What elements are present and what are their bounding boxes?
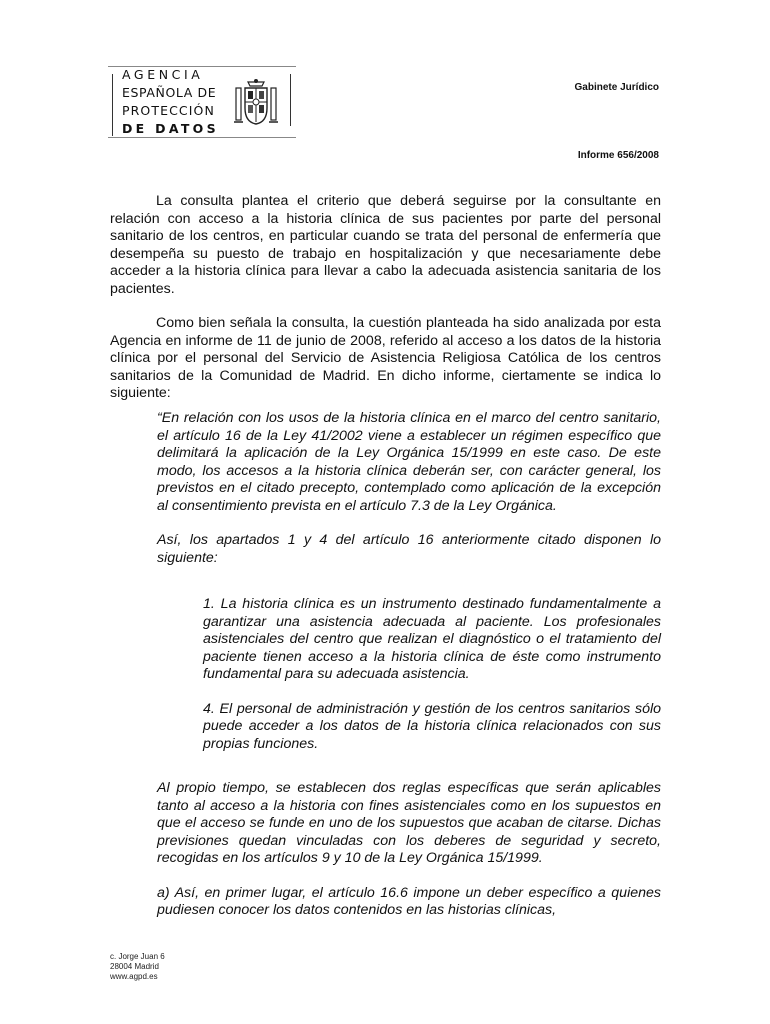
- footer-address: [110, 952, 165, 982]
- body-section: [110, 193, 661, 420]
- logo-line-3: PROTECCIÓN: [122, 103, 215, 118]
- footer-street: c. Jorge Juan 6: [110, 952, 165, 961]
- logo-left-rule: [112, 74, 113, 136]
- quotation-block-1: [157, 410, 661, 584]
- coat-of-arms-icon: [234, 78, 278, 128]
- quote-paragraph-3: Al propio tiempo, se establecen dos reglas específicas que serán aplicables tanto al acceso a la historia con fines asistenciales como en los supuestos en que el acceso se funde en uno de los supuestos que acaban de citarse. Dichas previsiones quedan vinculadas con los deberes de seguridad y secreto, recogidas en los artículos 9 y 10 de la Ley Orgánica 15/1999.: [157, 780, 661, 866]
- quote-paragraph-1: “En relación con los usos de la historia clínica en el marco del centro sanitario, el artículo 16 de la Ley 41/2002 viene a establecer un régimen específico que delimitará la aplicación de la Ley Orgánica 15/1999 en este caso. De este modo, los accesos a la historia clínica deberán ser, con carácter general, los previstos en el citado precepto, contemplado como aplicación de la excepción al consentimiento prevista en el artículo 7.3 de la Ley Orgánica.: [157, 410, 661, 514]
- article-item-4: 4. El personal de administración y gestión de los centros sanitarios sólo puede acceder a los datos de la historia clínica relacionados con sus propias funciones.: [203, 700, 661, 752]
- paragraph-2: Como bien señala la consulta, la cuestión planteada ha sido analizada por esta Agencia en informe de 11 de junio de 2008, referido al acceso a los datos de la historia clínica por el personal del Servicio de Asistencia Religiosa Católica de los centros sanitarios de la Comunidad de Madrid. En dicho informe, ciertamente se indica lo siguiente:: [110, 315, 661, 401]
- quotation-block-2: [157, 780, 661, 937]
- quote-paragraph-4: a) Así, en primer lugar, el artículo 16.6 impone un deber específico a quienes pudiesen conocer los datos contenidos en las historias clínicas,: [157, 884, 661, 918]
- footer-website: www.agpd.es: [110, 972, 158, 981]
- article-excerpt: [203, 596, 661, 770]
- logo-bottom-rule: [108, 137, 296, 138]
- logo-line-2: ESPAÑOLA DE: [122, 85, 217, 100]
- quote-paragraph-2: Así, los apartados 1 y 4 del artículo 16 anteriormente citado disponen lo siguiente:: [157, 532, 661, 566]
- office-heading: Gabinete Jurídico: [574, 82, 659, 93]
- article-item-1: 1. La historia clínica es un instrumento destinado fundamentalmente a garantizar una asistencia adecuada al paciente. Los profesionales asistenciales del centro que realizan el diagnóstico o el tratamiento del paciente tienen acceso a la historia clínica de éste como instrumento fundamental para su adecuada asistencia.: [203, 596, 661, 682]
- paragraph-1: La consulta plantea el criterio que deberá seguirse por la consultante en relación con acceso a la historia clínica de sus pacientes por parte del personal sanitario de los centros, en particular cuando se trata del personal de enfermería que desempeña su puesto de trabajo en hospitalización y que necesariamente debe acceder a la historia clínica para llevar a cabo la adecuada asistencia sanitaria de los pacientes.: [110, 193, 661, 297]
- logo-line-1: AGENCIA: [122, 67, 204, 82]
- report-number: Informe 656/2008: [577, 150, 659, 161]
- logo-right-rule: [290, 74, 291, 126]
- footer-city: 28004 Madrid: [110, 962, 159, 971]
- agency-logo: [108, 66, 296, 138]
- logo-line-4: DE DATOS: [122, 121, 219, 136]
